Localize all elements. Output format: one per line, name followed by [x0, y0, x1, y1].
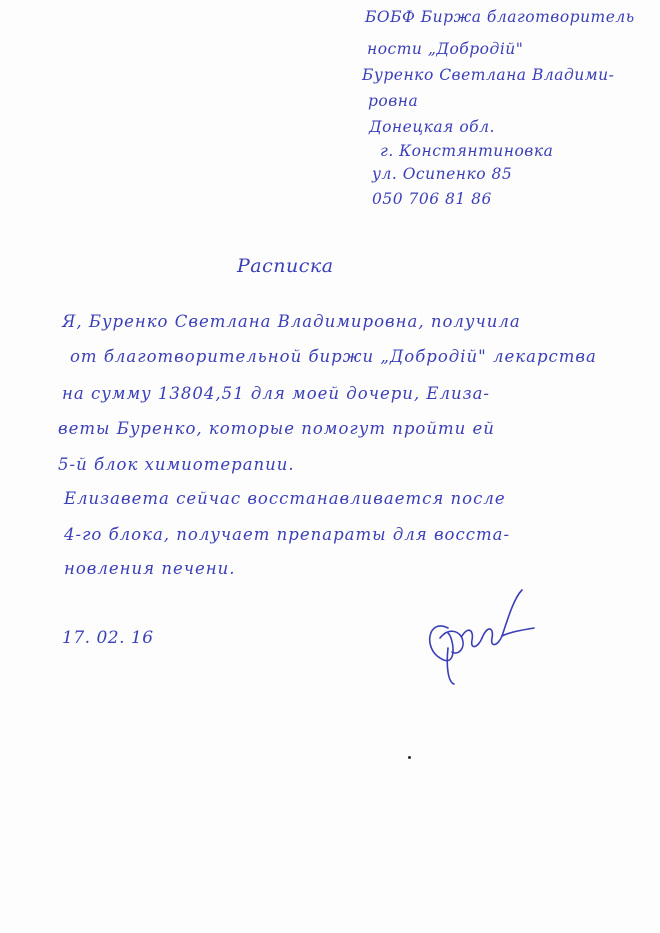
body-line-7: 4-го блока, получает препараты для восста-	[64, 525, 511, 544]
address-line-8: 050 706 81 86	[372, 190, 492, 208]
body-line-2: от благотворительной биржи „Добродій" лекарства	[70, 347, 597, 366]
body-line-4: веты Буренко, которые помогут пройти ей	[58, 419, 495, 438]
address-line-7: ул. Осипенко 85	[372, 165, 513, 183]
handwritten-signature	[418, 578, 538, 688]
document-date: 17. 02. 16	[62, 628, 154, 648]
body-line-3: на сумму 13804,51 для моей дочери, Елиза-	[62, 384, 490, 403]
address-line-4: ровна	[368, 92, 419, 110]
body-line-8: новления печени.	[64, 559, 236, 578]
body-line-6: Елизавета сейчас восстанавливается после	[64, 489, 506, 508]
address-line-1: БОБФ Биржа благотворитель	[365, 8, 635, 26]
address-line-3: Буренко Светлана Владими-	[362, 66, 615, 84]
body-line-5: 5-й блок химиотерапии.	[58, 455, 295, 474]
address-line-2: ности „Добродій"	[367, 40, 524, 58]
body-line-1: Я, Буренко Светлана Владимировна, получила	[62, 312, 521, 331]
page-title: Расписка	[237, 255, 334, 277]
address-line-5: Донецкая обл.	[369, 118, 495, 136]
address-line-6: г. Констянтиновка	[380, 142, 554, 160]
ink-dot	[408, 756, 411, 759]
